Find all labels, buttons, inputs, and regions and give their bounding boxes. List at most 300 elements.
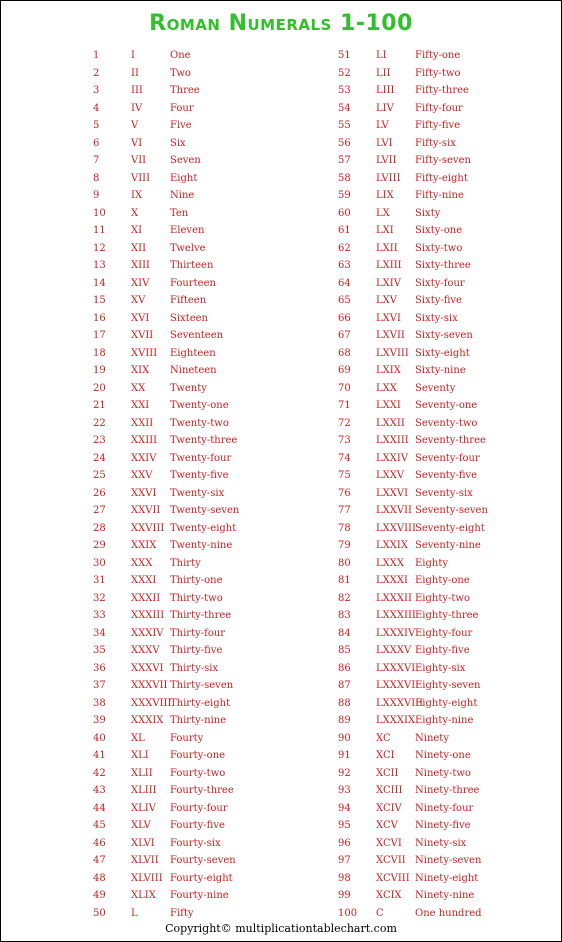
number-word: One hundred bbox=[415, 907, 482, 919]
number-word: Ninety-nine bbox=[415, 890, 475, 901]
arabic-number: 82 bbox=[338, 592, 351, 604]
roman-numeral: XCVII bbox=[376, 855, 406, 866]
arabic-number: 13 bbox=[93, 260, 106, 271]
arabic-number: 99 bbox=[338, 890, 351, 901]
number-word: Thirty-nine bbox=[170, 715, 227, 726]
number-word: Three bbox=[170, 85, 200, 96]
number-word: Seventy-two bbox=[415, 417, 478, 429]
number-word: Fifty-four bbox=[415, 102, 463, 114]
arabic-number: 34 bbox=[93, 627, 106, 639]
arabic-number: 93 bbox=[338, 785, 351, 796]
arabic-number: 47 bbox=[93, 855, 106, 866]
arabic-number: 21 bbox=[93, 400, 106, 411]
number-word: Fourty-five bbox=[170, 820, 225, 831]
number-word: Fifty-nine bbox=[415, 190, 464, 201]
arabic-number: 97 bbox=[338, 855, 351, 866]
arabic-number: 88 bbox=[338, 697, 351, 709]
number-word: Sixty-four bbox=[415, 277, 465, 289]
number-word: Twenty-nine bbox=[170, 540, 233, 551]
roman-numeral: LXIII bbox=[376, 260, 402, 271]
roman-numeral: LIV bbox=[376, 102, 394, 114]
roman-numeral: LXVI bbox=[376, 312, 401, 324]
roman-numeral: VI bbox=[131, 137, 143, 149]
roman-numeral: LV bbox=[376, 120, 389, 131]
roman-numeral: LI bbox=[376, 50, 387, 61]
arabic-number: 35 bbox=[93, 645, 106, 656]
number-word: Fourty-one bbox=[170, 750, 226, 761]
arabic-number: 80 bbox=[338, 557, 351, 569]
arabic-number: 25 bbox=[93, 470, 106, 481]
arabic-number: 43 bbox=[93, 785, 106, 796]
number-word: Twenty-eight bbox=[170, 522, 237, 534]
number-word: Twenty bbox=[170, 382, 207, 394]
arabic-number: 87 bbox=[338, 680, 351, 691]
roman-numeral: XCIII bbox=[376, 785, 403, 796]
number-word: Eleven bbox=[170, 225, 205, 236]
roman-numeral: XCII bbox=[376, 767, 399, 779]
arabic-number: 94 bbox=[338, 802, 351, 814]
number-word: Eighty-five bbox=[415, 645, 470, 656]
number-word: Sixty-five bbox=[415, 295, 462, 306]
arabic-number: 100 bbox=[338, 907, 358, 919]
arabic-number: 37 bbox=[93, 680, 106, 691]
number-word: Thirty-two bbox=[170, 592, 223, 604]
number-word: Fourty-three bbox=[170, 785, 234, 796]
roman-numeral: LII bbox=[376, 67, 391, 79]
roman-numeral: LXII bbox=[376, 242, 398, 254]
number-word: Sixty-one bbox=[415, 225, 463, 236]
roman-numeral: XXXIV bbox=[131, 627, 164, 639]
arabic-number: 22 bbox=[93, 417, 106, 429]
roman-numeral: LXXV bbox=[376, 470, 405, 481]
number-word: Seven bbox=[170, 155, 201, 166]
arabic-number: 26 bbox=[93, 487, 106, 499]
roman-numeral: LXIV bbox=[376, 277, 401, 289]
roman-numeral: LXXVI bbox=[376, 487, 409, 499]
roman-numeral: XCIV bbox=[376, 802, 402, 814]
number-word: Eighty-six bbox=[415, 662, 466, 674]
roman-numeral: XII bbox=[131, 242, 147, 254]
number-word: Fifty-one bbox=[415, 50, 461, 61]
roman-numeral: C bbox=[376, 907, 384, 919]
roman-numeral: LX bbox=[376, 207, 390, 219]
page-title: Roman Numerals 1-100 bbox=[149, 11, 413, 36]
number-word: Ninety-seven bbox=[415, 855, 482, 866]
roman-numeral: V bbox=[131, 120, 139, 131]
arabic-number: 53 bbox=[338, 85, 351, 96]
number-word: Sixty bbox=[415, 207, 441, 219]
roman-numeral: LXXXV bbox=[376, 645, 412, 656]
arabic-number: 1 bbox=[93, 50, 100, 61]
roman-numeral: XIII bbox=[131, 260, 150, 271]
roman-numeral: XCV bbox=[376, 820, 398, 831]
number-word: Sixty-nine bbox=[415, 365, 466, 376]
arabic-number: 33 bbox=[93, 610, 106, 621]
arabic-number: 79 bbox=[338, 540, 351, 551]
roman-numeral: XLVIII bbox=[131, 872, 163, 884]
arabic-number: 7 bbox=[93, 155, 100, 166]
roman-numeral: XXIV bbox=[131, 452, 157, 464]
roman-numeral: LXXIII bbox=[376, 435, 409, 446]
arabic-number: 48 bbox=[93, 872, 106, 884]
roman-numeral: XI bbox=[131, 225, 143, 236]
number-word: Fourty-six bbox=[170, 837, 221, 849]
roman-numeral: XL bbox=[131, 732, 145, 744]
arabic-number: 24 bbox=[93, 452, 106, 464]
number-word: Eight bbox=[170, 172, 198, 184]
roman-numeral: LIII bbox=[376, 85, 395, 96]
roman-numeral: LXXX bbox=[376, 557, 404, 569]
roman-numeral: XXIX bbox=[131, 540, 157, 551]
arabic-number: 71 bbox=[338, 400, 351, 411]
roman-numeral: XXXVI bbox=[131, 662, 164, 674]
roman-numeral: VIII bbox=[131, 172, 151, 184]
number-word: Twenty-five bbox=[170, 470, 229, 481]
arabic-number: 42 bbox=[93, 767, 106, 779]
roman-numeral: XXXV bbox=[131, 645, 160, 656]
arabic-number: 57 bbox=[338, 155, 351, 166]
roman-numeral: IX bbox=[131, 190, 143, 201]
roman-numeral: XXI bbox=[131, 400, 150, 411]
number-word: Eighty-eight bbox=[415, 697, 478, 709]
arabic-number: 11 bbox=[93, 225, 106, 236]
arabic-number: 74 bbox=[338, 452, 351, 464]
number-word: Fourty-nine bbox=[170, 890, 229, 901]
roman-numeral: LXXIX bbox=[376, 540, 408, 551]
number-word: Eighty-nine bbox=[415, 715, 474, 726]
number-word: Seventy-eight bbox=[415, 522, 485, 534]
number-word: Thirty bbox=[170, 557, 201, 569]
arabic-number: 18 bbox=[93, 347, 106, 359]
arabic-number: 61 bbox=[338, 225, 351, 236]
number-word: Fifty-five bbox=[415, 120, 461, 131]
arabic-number: 44 bbox=[93, 802, 106, 814]
roman-numeral: LVIII bbox=[376, 172, 401, 184]
arabic-number: 90 bbox=[338, 732, 351, 744]
roman-numeral: XXII bbox=[131, 417, 154, 429]
number-word: Twenty-seven bbox=[170, 505, 240, 516]
number-word: Sixteen bbox=[170, 312, 208, 324]
arabic-number: 64 bbox=[338, 277, 351, 289]
arabic-number: 54 bbox=[338, 102, 351, 114]
arabic-number: 68 bbox=[338, 347, 351, 359]
number-word: Ninety bbox=[415, 732, 449, 744]
arabic-number: 78 bbox=[338, 522, 351, 534]
arabic-number: 81 bbox=[338, 575, 351, 586]
roman-numeral: XXVIII bbox=[131, 522, 165, 534]
number-word: Fourty-eight bbox=[170, 872, 233, 884]
arabic-number: 46 bbox=[93, 837, 106, 849]
roman-numeral: XLVII bbox=[131, 855, 159, 866]
arabic-number: 67 bbox=[338, 330, 351, 341]
number-word: Ninety-three bbox=[415, 785, 480, 796]
arabic-number: 83 bbox=[338, 610, 351, 621]
number-word: Fourty bbox=[170, 732, 204, 744]
number-word: Fourty-two bbox=[170, 767, 226, 779]
number-word: Seventeen bbox=[170, 330, 224, 341]
number-word: Fifty-two bbox=[415, 67, 461, 79]
arabic-number: 84 bbox=[338, 627, 351, 639]
arabic-number: 89 bbox=[338, 715, 351, 726]
arabic-number: 6 bbox=[93, 137, 100, 149]
arabic-number: 2 bbox=[93, 67, 100, 79]
roman-numeral: XLV bbox=[131, 820, 151, 831]
roman-numeral: XLVI bbox=[131, 837, 155, 849]
number-word: Twenty-one bbox=[170, 400, 229, 411]
arabic-number: 31 bbox=[93, 575, 106, 586]
number-word: Eighty-two bbox=[415, 592, 470, 604]
roman-numeral: XXXVII bbox=[131, 680, 168, 691]
number-word: Thirty-four bbox=[170, 627, 226, 639]
roman-numeral: I bbox=[131, 50, 135, 61]
number-word: Fifty-eight bbox=[415, 172, 468, 184]
number-word: Thirty-three bbox=[170, 610, 232, 621]
roman-numeral: LVI bbox=[376, 137, 393, 149]
number-word: Fifty bbox=[170, 907, 194, 919]
arabic-number: 51 bbox=[338, 50, 351, 61]
number-word: Twenty-two bbox=[170, 417, 229, 429]
number-word: Thirty-eight bbox=[170, 697, 231, 709]
number-word: Fifteen bbox=[170, 295, 207, 306]
roman-numeral: XLIX bbox=[131, 890, 156, 901]
arabic-number: 30 bbox=[93, 557, 106, 569]
roman-numeral: LXXXI bbox=[376, 575, 408, 586]
arabic-number: 59 bbox=[338, 190, 351, 201]
arabic-number: 66 bbox=[338, 312, 351, 324]
roman-numeral: LXVIII bbox=[376, 347, 409, 359]
arabic-number: 28 bbox=[93, 522, 106, 534]
number-word: Sixty-six bbox=[415, 312, 458, 324]
arabic-number: 45 bbox=[93, 820, 106, 831]
roman-numeral: XV bbox=[131, 295, 146, 306]
arabic-number: 32 bbox=[93, 592, 106, 604]
number-word: Nine bbox=[170, 190, 195, 201]
roman-numeral: XCVIII bbox=[376, 872, 410, 884]
number-word: Sixty-eight bbox=[415, 347, 470, 359]
roman-numeral: LXIX bbox=[376, 365, 401, 376]
arabic-number: 17 bbox=[93, 330, 106, 341]
roman-numeral: LXXII bbox=[376, 417, 405, 429]
roman-numeral: LIX bbox=[376, 190, 394, 201]
roman-numeral: XXVI bbox=[131, 487, 157, 499]
roman-numeral: VII bbox=[131, 155, 147, 166]
roman-numeral: XX bbox=[131, 382, 146, 394]
arabic-number: 9 bbox=[93, 190, 100, 201]
number-word: Eighteen bbox=[170, 347, 216, 359]
roman-numeral: X bbox=[131, 207, 139, 219]
arabic-number: 86 bbox=[338, 662, 351, 674]
roman-numeral: XXX bbox=[131, 557, 153, 569]
number-word: Fourty-seven bbox=[170, 855, 236, 866]
number-word: Ninety-four bbox=[415, 802, 474, 814]
roman-numeral: LXXVIII bbox=[376, 522, 416, 534]
arabic-number: 73 bbox=[338, 435, 351, 446]
number-word: Ninety-eight bbox=[415, 872, 479, 884]
number-word: Fourteen bbox=[170, 277, 216, 289]
arabic-number: 91 bbox=[338, 750, 351, 761]
number-word: Seventy-six bbox=[415, 487, 473, 499]
number-word: Six bbox=[170, 137, 186, 149]
number-word: Fourty-four bbox=[170, 802, 228, 814]
roman-numeral: XXV bbox=[131, 470, 153, 481]
arabic-number: 98 bbox=[338, 872, 351, 884]
arabic-number: 5 bbox=[93, 120, 100, 131]
number-word: Seventy bbox=[415, 382, 456, 394]
number-word: Ninety-five bbox=[415, 820, 471, 831]
number-word: Ninety-six bbox=[415, 837, 467, 849]
number-word: Sixty-three bbox=[415, 260, 471, 271]
arabic-number: 12 bbox=[93, 242, 106, 254]
roman-numeral: LXI bbox=[376, 225, 394, 236]
roman-numeral: LXXXVII bbox=[376, 680, 420, 691]
roman-numeral: III bbox=[131, 85, 143, 96]
number-word: Fifty-seven bbox=[415, 155, 471, 166]
arabic-number: 63 bbox=[338, 260, 351, 271]
number-word: Thirty-six bbox=[170, 662, 219, 674]
arabic-number: 15 bbox=[93, 295, 106, 306]
roman-numeral: XXXII bbox=[131, 592, 161, 604]
number-word: Twenty-four bbox=[170, 452, 232, 464]
number-word: Seventy-one bbox=[415, 400, 478, 411]
number-word: Ninety-one bbox=[415, 750, 471, 761]
arabic-number: 38 bbox=[93, 697, 106, 709]
roman-numeral: LXXXVIII bbox=[376, 697, 424, 709]
roman-numeral: LXXIV bbox=[376, 452, 409, 464]
number-word: Two bbox=[170, 67, 191, 79]
number-word: Ten bbox=[170, 207, 189, 219]
arabic-number: 60 bbox=[338, 207, 351, 219]
roman-numeral: LXXXIX bbox=[376, 715, 416, 726]
arabic-number: 65 bbox=[338, 295, 351, 306]
roman-numeral: XC bbox=[376, 732, 391, 744]
arabic-number: 70 bbox=[338, 382, 351, 394]
arabic-number: 58 bbox=[338, 172, 351, 184]
number-word: Seventy-nine bbox=[415, 540, 481, 551]
number-word: Four bbox=[170, 102, 194, 114]
roman-numeral: XIX bbox=[131, 365, 150, 376]
roman-numeral: XLI bbox=[131, 750, 149, 761]
arabic-number: 39 bbox=[93, 715, 106, 726]
arabic-number: 77 bbox=[338, 505, 351, 516]
roman-numeral: LVII bbox=[376, 155, 397, 166]
arabic-number: 23 bbox=[93, 435, 106, 446]
roman-numeral: XIV bbox=[131, 277, 150, 289]
roman-numeral: LXXXIII bbox=[376, 610, 416, 621]
roman-numeral: XXXIII bbox=[131, 610, 165, 621]
arabic-number: 36 bbox=[93, 662, 106, 674]
arabic-number: 56 bbox=[338, 137, 351, 149]
arabic-number: 55 bbox=[338, 120, 351, 131]
roman-numeral: L bbox=[131, 907, 138, 919]
number-word: Thirty-five bbox=[170, 645, 223, 656]
roman-numeral: XCIX bbox=[376, 890, 402, 901]
roman-numeral: XXXVIII bbox=[131, 697, 172, 709]
roman-numeral: XVI bbox=[131, 312, 150, 324]
arabic-number: 14 bbox=[93, 277, 106, 289]
arabic-number: 4 bbox=[93, 102, 100, 114]
number-word: Ninety-two bbox=[415, 767, 471, 779]
roman-numeral: LXXXVI bbox=[376, 662, 416, 674]
arabic-number: 72 bbox=[338, 417, 351, 429]
roman-numeral: IV bbox=[131, 102, 143, 114]
number-word: Thirty-seven bbox=[170, 680, 234, 691]
number-word: Eighty-four bbox=[415, 627, 473, 639]
number-word: Seventy-four bbox=[415, 452, 480, 464]
number-word: Twelve bbox=[170, 242, 206, 254]
arabic-number: 76 bbox=[338, 487, 351, 499]
roman-numeral: LXXXII bbox=[376, 592, 412, 604]
copyright-footer: Copyright© multiplicationtablechart.com bbox=[165, 922, 397, 935]
roman-numeral: XLIV bbox=[131, 802, 156, 814]
number-word: Eighty-three bbox=[415, 610, 479, 621]
roman-numeral: XXXI bbox=[131, 575, 157, 586]
roman-numeral: LXXVII bbox=[376, 505, 413, 516]
roman-numeral: II bbox=[131, 67, 139, 79]
number-word: Twenty-three bbox=[170, 435, 238, 446]
number-word: Fifty-six bbox=[415, 137, 456, 149]
number-word: Thirteen bbox=[170, 260, 214, 271]
arabic-number: 27 bbox=[93, 505, 106, 516]
number-word: Five bbox=[170, 120, 192, 131]
number-word: Eighty-seven bbox=[415, 680, 481, 691]
arabic-number: 62 bbox=[338, 242, 351, 254]
number-word: Sixty-seven bbox=[415, 330, 473, 341]
number-word: Eighty bbox=[415, 557, 449, 569]
arabic-number: 95 bbox=[338, 820, 351, 831]
roman-numeral: XCVI bbox=[376, 837, 402, 849]
arabic-number: 20 bbox=[93, 382, 106, 394]
number-word: Eighty-one bbox=[415, 575, 470, 586]
arabic-number: 50 bbox=[93, 907, 106, 919]
roman-numeral: XVIII bbox=[131, 347, 158, 359]
roman-numeral: XXVII bbox=[131, 505, 161, 516]
roman-numeral: XVII bbox=[131, 330, 154, 341]
number-word: Seventy-three bbox=[415, 435, 486, 446]
arabic-number: 16 bbox=[93, 312, 106, 324]
number-word: One bbox=[170, 50, 191, 61]
arabic-number: 75 bbox=[338, 470, 351, 481]
arabic-number: 10 bbox=[93, 207, 106, 219]
arabic-number: 41 bbox=[93, 750, 106, 761]
number-word: Seventy-five bbox=[415, 470, 478, 481]
roman-numeral: XXIII bbox=[131, 435, 158, 446]
number-word: Thirty-one bbox=[170, 575, 223, 586]
roman-numeral: LXVII bbox=[376, 330, 405, 341]
roman-numeral: LXXXIV bbox=[376, 627, 416, 639]
arabic-number: 52 bbox=[338, 67, 351, 79]
arabic-number: 85 bbox=[338, 645, 351, 656]
arabic-number: 40 bbox=[93, 732, 106, 744]
roman-numeral: LXXI bbox=[376, 400, 401, 411]
roman-numeral: LXX bbox=[376, 382, 397, 394]
arabic-number: 49 bbox=[93, 890, 106, 901]
arabic-number: 19 bbox=[93, 365, 106, 376]
arabic-number: 29 bbox=[93, 540, 106, 551]
number-word: Sixty-two bbox=[415, 242, 463, 254]
roman-numeral: XXXIX bbox=[131, 715, 164, 726]
number-word: Nineteen bbox=[170, 365, 217, 376]
arabic-number: 92 bbox=[338, 767, 351, 779]
number-word: Twenty-six bbox=[170, 487, 225, 499]
roman-numeral: XLIII bbox=[131, 785, 157, 796]
number-word: Fifty-three bbox=[415, 85, 469, 96]
arabic-number: 3 bbox=[93, 85, 100, 96]
roman-numeral: LXV bbox=[376, 295, 397, 306]
arabic-number: 69 bbox=[338, 365, 351, 376]
arabic-number: 96 bbox=[338, 837, 351, 849]
roman-numeral: XLII bbox=[131, 767, 153, 779]
roman-numeral: XCI bbox=[376, 750, 395, 761]
